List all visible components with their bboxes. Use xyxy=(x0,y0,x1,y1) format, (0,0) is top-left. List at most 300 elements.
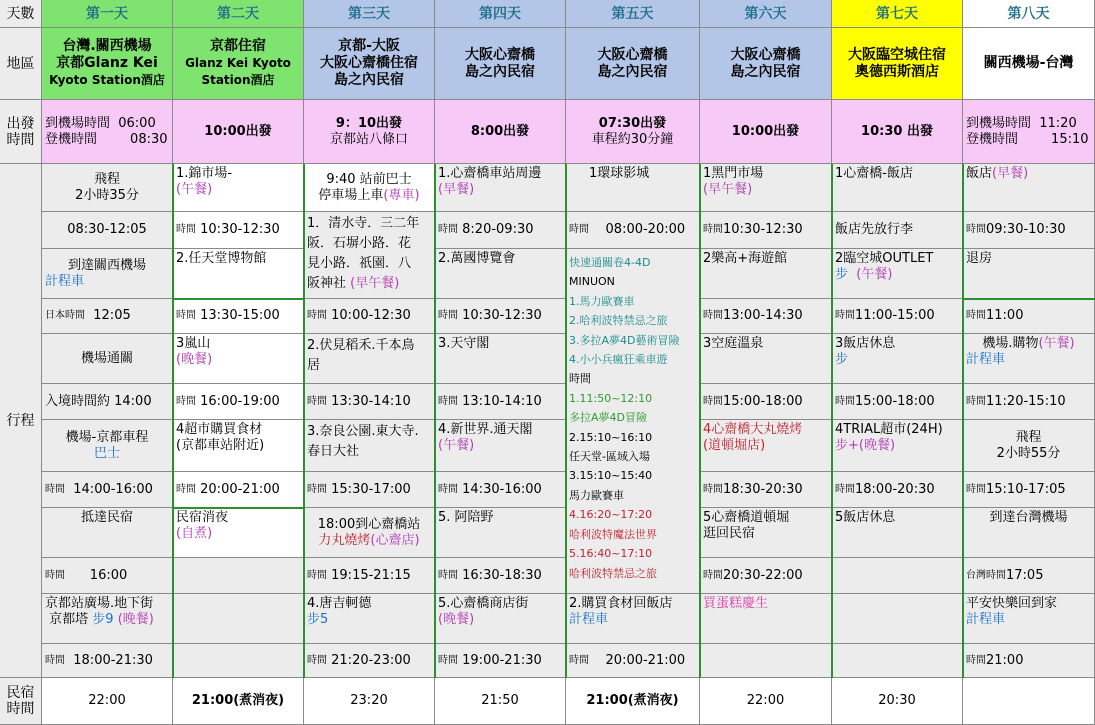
d7-outlet xyxy=(832,249,963,299)
d3-t4-label: 時間 xyxy=(307,569,327,581)
d1-japan-time xyxy=(42,299,173,334)
d8-taxi: 計程車 xyxy=(966,352,1006,367)
d4-abeno-time xyxy=(435,558,566,594)
d6-cake-text: 買蛋糕慶生 xyxy=(703,596,769,611)
d1-entry-time xyxy=(42,384,173,420)
d7-rest-time xyxy=(832,384,963,420)
departure-7-line-1: 10:30 出發 xyxy=(861,123,933,139)
d7-to-hotel xyxy=(832,164,963,212)
d2-empty-3 xyxy=(173,644,304,678)
d5-express-pass xyxy=(566,249,700,594)
d3-nara-line-2: 春日大社 xyxy=(307,444,360,459)
d2-arashiyama xyxy=(173,334,304,384)
d8-checkout xyxy=(963,249,1095,299)
d8-t5-value: 17:05 xyxy=(1006,567,1044,583)
d4-breakfast: (早餐) xyxy=(438,182,475,197)
location-3-line-1: 京都-大阪 xyxy=(338,38,400,54)
grid-line-h-1 xyxy=(173,298,304,300)
d2-empty-2 xyxy=(173,594,304,644)
d5-line-3: 1.馬力歐賽車 xyxy=(569,294,635,308)
d7-rest-text: 3飯店休息 xyxy=(835,336,896,351)
d4-shopping-street-time xyxy=(435,644,566,678)
d4-castle-text: 3.天守閣 xyxy=(438,336,490,351)
d2-empty-1 xyxy=(173,558,304,594)
d5-line-16: 5.16:40~17:10 xyxy=(569,547,653,561)
d3-kiyomizu-time xyxy=(304,299,435,334)
location-day-7 xyxy=(832,28,963,100)
d8-breakfast: (早餐) xyxy=(992,166,1029,181)
d5-line-4: 2.哈利波特禁忌之旅 xyxy=(569,314,668,328)
d4-t5-label: 時間 xyxy=(438,569,458,581)
departure-8-line-2: 登機時間 15:10 xyxy=(966,131,1089,147)
d5-line-8: 1.11:50~12:10 xyxy=(569,391,653,405)
d1-checkin-time xyxy=(42,558,173,594)
d8-t3-value: 11:20-15:10 xyxy=(986,393,1066,409)
d6-t2-value: 13:00-14:30 xyxy=(723,308,803,323)
d2-nintendo xyxy=(173,249,304,299)
d4-station xyxy=(435,164,566,212)
d7-luggage xyxy=(832,212,963,249)
label-area-text: 地區 xyxy=(6,55,35,72)
departure-day-3 xyxy=(304,100,435,164)
d7-t3-label: 時間 xyxy=(835,483,855,495)
d5-line-14: 4.16:20~17:20 xyxy=(569,508,653,522)
d6-daimaru-bbq xyxy=(700,420,832,472)
d8-airport-text: 機場.購物 xyxy=(982,336,1039,351)
d2-t2-label: 時間 xyxy=(176,310,196,321)
d7-trial-time xyxy=(832,472,963,508)
label-return xyxy=(0,678,42,725)
d8-flight-label: 飛程 xyxy=(1015,429,1042,445)
d2-supermarket-text: 4超市購買食材 xyxy=(176,422,263,437)
d2-t1-label: 時間 xyxy=(176,224,196,235)
d6-t4-value: 18:30-20:30 xyxy=(723,481,803,497)
d6-t4-label: 時間 xyxy=(703,483,723,495)
grid-line-v-2 xyxy=(303,164,305,678)
d7-t2-label: 時間 xyxy=(835,395,855,407)
d5-usj-time xyxy=(566,212,700,249)
d6-return-text: 22:00 xyxy=(746,693,785,708)
d6-t5-value: 20:30-22:00 xyxy=(723,567,803,583)
d6-dotonbori-branch: (道頓堀店) xyxy=(703,438,766,453)
d7-outlet-text: 2臨空城OUTLET xyxy=(835,251,934,266)
d2-arashiyama-text: 3嵐山 xyxy=(176,336,211,351)
day-header-6 xyxy=(700,0,832,28)
d6-kuromon xyxy=(700,164,832,212)
d1-return xyxy=(42,678,173,725)
d2-supermarket xyxy=(173,420,304,472)
d3-bus-stop: 停車場上車 xyxy=(318,187,384,203)
d5-line-13: 馬力歐賽車 xyxy=(569,488,624,502)
d4-t6-label: 時間 xyxy=(438,654,458,666)
d4-t4-label: 時間 xyxy=(438,483,458,495)
location-6-line-1: 大阪心齋橋 xyxy=(730,46,801,63)
label-itinerary-text: 行程 xyxy=(6,412,35,429)
location-4-line-2: 島之內民宿 xyxy=(465,63,535,80)
d8-checkout-text: 退房 xyxy=(966,251,993,266)
d7-trial xyxy=(832,420,963,472)
d1-checkin xyxy=(42,508,173,558)
d5-groceries xyxy=(566,594,700,644)
d1-bus-time xyxy=(42,472,173,508)
d3-t3-label: 時間 xyxy=(307,483,327,495)
label-days-text: 天數 xyxy=(6,5,35,22)
d4-t1-label: 時間 xyxy=(438,224,458,235)
d6-onsen-text: 3空庭溫泉 xyxy=(703,336,764,351)
location-5-line-1: 大阪心齋橋 xyxy=(597,46,668,63)
label-itinerary xyxy=(0,164,42,678)
d5-t1-value: 08:00-20:00 xyxy=(605,222,686,237)
d6-brunch: (早午餐) xyxy=(703,182,753,197)
d1-japan-time-label: 日本時間 xyxy=(45,310,85,321)
d1-checkin-time-label: 時間 xyxy=(45,569,65,581)
d7-luggage-text: 飯店先放行李 xyxy=(835,222,914,237)
d4-station-text: 1.心齋橋車站周邊 xyxy=(438,166,542,181)
d8-arrive-taiwan-text: 到達台灣機場 xyxy=(989,510,1068,525)
day-header-7 xyxy=(832,0,963,28)
d8-t1-value: 09:30-10:30 xyxy=(986,222,1066,237)
d4-t2-label: 時間 xyxy=(438,310,458,321)
d7-t1-value: 11:00-15:00 xyxy=(855,308,935,323)
d7-trial-text: 4TRIAL超市(24H) xyxy=(835,422,943,437)
d3-fushimi-line-1: 2.伏見稻禾.千本鳥 xyxy=(307,338,415,353)
d2-late-snack-text: 民宿消夜 xyxy=(176,510,229,525)
d6-lego-time xyxy=(700,299,832,334)
day-header-4 xyxy=(435,0,566,28)
d1-bus-time-label: 時間 xyxy=(45,483,65,495)
d1-walk: 步9 xyxy=(92,612,114,627)
d1-japan-time-value: 12:05 xyxy=(93,308,131,323)
departure-day-5 xyxy=(566,100,700,164)
d3-fushimi-time xyxy=(304,384,435,420)
d3-bbq-line xyxy=(318,533,419,549)
d3-t4-value: 19:15-21:15 xyxy=(331,567,411,583)
d5-line-1: 快速通關卷4-4D xyxy=(569,256,651,269)
d3-donki-text: 4.唐吉軻德 xyxy=(307,596,372,611)
d3-nara-line-1: 3.奈良公園.東大寺. xyxy=(307,424,419,439)
d2-t3-value: 16:00-19:00 xyxy=(200,393,280,409)
d3-fushimi-line-2: 居 xyxy=(307,358,321,373)
d3-t1-label: 時間 xyxy=(307,310,327,321)
d5-taxi: 計程車 xyxy=(569,612,609,627)
d7-outlet-line-2 xyxy=(835,267,959,283)
grid-line-v-4 xyxy=(565,164,567,678)
label-area xyxy=(0,28,42,100)
d4-t6-value: 19:00-21:30 xyxy=(462,652,542,668)
location-3-line-3: 島之內民宿 xyxy=(334,72,404,88)
d4-t3-value: 13:10-14:10 xyxy=(462,393,542,409)
d8-hotel-line xyxy=(966,166,1091,182)
d5-line-5: 3.多拉A夢4D藝術冒險 xyxy=(569,333,680,347)
d6-dotonbori-text: 5心齋橋道頓堀 xyxy=(703,510,790,525)
d8-t2-value: 11:00 xyxy=(986,308,1024,323)
d6-daimaru-bbq-text: 4心齋橋大丸燒烤 xyxy=(703,422,803,437)
grid-line-v-5 xyxy=(699,164,701,678)
d4-expo-time xyxy=(435,299,566,334)
location-day-3 xyxy=(304,28,435,100)
d1-bus-route: 機場-京都車程 xyxy=(65,429,149,445)
d2-t1-value: 10:30-12:30 xyxy=(200,222,280,237)
d2-self-cook: (自煮) xyxy=(176,526,213,541)
d1-flight-duration: 2小時35分 xyxy=(75,187,139,203)
d1-checkin-text: 抵達民宿 xyxy=(80,510,133,525)
day-header-5 xyxy=(566,0,700,28)
d7-return xyxy=(832,678,963,725)
d7-rest-2-text: 5飯店休息 xyxy=(835,510,896,525)
d3-t5-value: 21:20-23:00 xyxy=(331,652,411,668)
d4-t3-label: 時間 xyxy=(438,395,458,407)
grid-line-v-1 xyxy=(172,164,174,678)
d1-arrive-kix-text: 到達關西機場 xyxy=(67,257,146,273)
d3-t5-label: 時間 xyxy=(307,654,327,666)
grid-line-v-3 xyxy=(434,164,436,678)
d7-return-text: 20:30 xyxy=(878,693,916,708)
d2-nishiki-text: 1.錦市場- xyxy=(176,166,233,181)
d6-t5-label: 時間 xyxy=(703,569,723,581)
d4-shinsekai-time xyxy=(435,472,566,508)
d5-groceries-text: 2.購買食材回飯店 xyxy=(569,596,673,611)
d3-bus-charter: (專車) xyxy=(383,187,420,203)
departure-day-1 xyxy=(42,100,173,164)
d1-kyoto-station-text: 京都站廣場.地下街 xyxy=(45,596,154,611)
d4-abeno xyxy=(435,508,566,558)
d7-lunch: (午餐) xyxy=(856,267,893,282)
d6-onsen-time xyxy=(700,384,832,420)
d4-shopping-street xyxy=(435,594,566,644)
label-depart-text: 出發時間 xyxy=(6,115,35,148)
d1-evening-time-value: 18:00-21:30 xyxy=(73,652,153,668)
departure-5-line-2: 車程約30分鐘 xyxy=(591,131,674,147)
departure-8-line-1: 到機場時間 11:20 xyxy=(966,115,1077,131)
d5-line-9: 多拉A夢4D冒險 xyxy=(569,411,647,425)
d6-dotonbori xyxy=(700,508,832,558)
d1-return-text: 22:00 xyxy=(88,693,126,708)
d5-return xyxy=(566,678,700,725)
d5-line-15: 哈利波特魔法世界 xyxy=(569,527,657,541)
d3-shinsaibashi xyxy=(304,508,435,558)
d1-bus xyxy=(42,420,173,472)
d8-checkout-time xyxy=(963,299,1095,334)
d5-t1-label: 時間 xyxy=(569,224,589,235)
d2-t3-label: 時間 xyxy=(176,395,196,407)
d6-kuromon-time xyxy=(700,212,832,249)
d7-walk: 步 xyxy=(835,267,849,282)
d3-kiyomizu-line-1: 1．清水寺．三二年 xyxy=(307,216,420,231)
d2-nintendo-time xyxy=(173,299,304,334)
location-5-line-2: 島之內民宿 xyxy=(597,63,668,80)
d6-daimaru-time xyxy=(700,472,832,508)
departure-3-line-1: 9：10出發 xyxy=(335,115,403,131)
d4-shinsekai-text: 4.新世界.通天閣 xyxy=(438,422,533,437)
d4-t5-value: 16:30-18:30 xyxy=(462,567,542,583)
d2-nishiki xyxy=(173,164,304,212)
departure-day-4 xyxy=(435,100,566,164)
day-header-1-text: 第一天 xyxy=(86,5,128,22)
day-header-8 xyxy=(963,0,1095,28)
d6-t1-label: 時間 xyxy=(703,224,723,235)
d1-flight-time xyxy=(42,212,173,249)
d4-shopping-street-text: 5.心齋橋商店街 xyxy=(438,596,529,611)
departure-day-7 xyxy=(832,100,963,164)
departure-day-8 xyxy=(963,100,1095,164)
d1-customs xyxy=(42,334,173,384)
d7-empty-1 xyxy=(832,558,963,594)
d1-kyoto-tower-line xyxy=(45,612,169,628)
d3-bbq-branch: (心齋店) xyxy=(370,532,420,548)
d3-kiyomizu-line-3: 見小路．祇園．八 xyxy=(307,256,412,271)
d1-bus-time-value: 14:00-16:00 xyxy=(73,481,153,497)
d5-line-11: 任天堂-區域入場 xyxy=(569,450,650,464)
d5-line-10: 2.15:10~16:10 xyxy=(569,430,653,444)
d6-t3-value: 15:00-18:00 xyxy=(723,393,803,409)
location-8-line-1: 關西機場-台灣 xyxy=(983,55,1074,71)
d7-to-hotel-text: 1心齋橋-飯店 xyxy=(835,166,913,181)
d6-cake xyxy=(700,594,832,644)
label-days xyxy=(0,0,42,28)
d8-arrive-taiwan xyxy=(963,508,1095,558)
d1-evening-time-label: 時間 xyxy=(45,654,65,666)
d1-customs-text: 機場通關 xyxy=(80,350,133,366)
location-6-line-2: 島之內民宿 xyxy=(730,63,801,80)
d8-home xyxy=(963,594,1095,644)
d6-dotonbori-time xyxy=(700,558,832,594)
d6-empty xyxy=(700,644,832,678)
d7-rest-walk: 步 xyxy=(835,352,849,367)
location-1-line-3: Kyoto Station酒店 xyxy=(49,73,165,87)
d8-t5-label: 台灣時間 xyxy=(966,569,1006,581)
d5-line-7: 時間 xyxy=(569,372,591,386)
d3-nara-time xyxy=(304,472,435,508)
d4-expo-text: 2.萬國博覽會 xyxy=(438,251,516,266)
d4-lunch: (午餐) xyxy=(438,438,475,453)
d1-kyoto-station xyxy=(42,594,173,644)
d3-donki xyxy=(304,594,435,644)
d2-t4-label: 時間 xyxy=(176,483,196,495)
d8-t6-label: 時間 xyxy=(966,654,986,666)
d5-t2-value: 20:00-21:00 xyxy=(605,652,686,668)
location-7-line-1: 大阪臨空城住宿 xyxy=(848,46,946,63)
location-2-line-2: Glanz Kei Kyoto xyxy=(185,56,291,70)
d7-empty-2 xyxy=(832,594,963,644)
day-header-2 xyxy=(173,0,304,28)
d6-t3-label: 時間 xyxy=(703,395,723,407)
d3-bbq: 力丸燒烤 xyxy=(318,532,371,548)
d5-groceries-time xyxy=(566,644,700,678)
d2-arashiyama-time xyxy=(173,384,304,420)
day-header-5-text: 第五天 xyxy=(611,5,654,22)
d1-checkin-time-value: 16:00 xyxy=(89,567,128,583)
d6-lego xyxy=(700,249,832,299)
d8-lunch: (午餐) xyxy=(1038,336,1075,351)
d8-flight-duration: 2小時55分 xyxy=(996,445,1061,461)
d7-outlet-time xyxy=(832,299,963,334)
d7-t2-value: 15:00-18:00 xyxy=(855,393,935,409)
d3-walk: 步5 xyxy=(307,612,329,627)
day-header-3 xyxy=(304,0,435,28)
departure-3-line-2: 京都站八條口 xyxy=(329,131,408,147)
d8-airport-line xyxy=(966,336,1091,352)
d3-t2-value: 13:30-14:10 xyxy=(331,393,411,409)
d3-bus-text: 9:40 站前巴士 xyxy=(326,171,412,187)
d7-dinner: 步+(晚餐) xyxy=(835,438,896,453)
d2-dinner: (晚餐) xyxy=(176,352,213,367)
grid-line-h-3 xyxy=(963,298,1095,300)
d3-shinsaibashi-text: 18:00到心齋橋站 xyxy=(317,516,421,532)
d3-kiyomizu-line-4 xyxy=(307,274,431,294)
d3-kiyomizu-line-2: 阪．石塀小路．花 xyxy=(307,236,412,251)
label-depart xyxy=(0,100,42,164)
d5-t2-label: 時間 xyxy=(569,654,589,666)
day-header-6-text: 第六天 xyxy=(744,5,787,22)
d1-evening-time xyxy=(42,644,173,678)
d7-empty-3 xyxy=(832,644,963,678)
d8-airport-time xyxy=(963,384,1095,420)
d7-rest-2 xyxy=(832,508,963,558)
d8-home-taxi: 計程車 xyxy=(966,612,1006,627)
day-header-1 xyxy=(42,0,173,28)
day-header-2-text: 第二天 xyxy=(217,5,259,22)
d8-hotel-time xyxy=(963,212,1095,249)
location-day-1 xyxy=(42,28,173,100)
location-day-2 xyxy=(173,28,304,100)
d2-supermarket-note: (京都車站附近) xyxy=(176,438,265,453)
d1-flight-time-text: 08:30-12:05 xyxy=(67,222,147,237)
location-1-line-1: 台灣.關西機場 xyxy=(62,38,152,54)
d2-late-snack xyxy=(173,508,304,558)
location-3-line-2: 大阪心齋橋住宿 xyxy=(320,55,418,71)
d6-walk-back: 逛回民宿 xyxy=(703,526,756,541)
d8-t3-label: 時間 xyxy=(966,395,986,407)
d6-t2-label: 時間 xyxy=(703,310,723,321)
d6-lego-text: 2樂高+海遊館 xyxy=(703,251,788,266)
grid-line-h-2 xyxy=(173,507,304,509)
d3-return-text: 23:20 xyxy=(350,693,388,708)
location-1-line-2: 京都Glanz Kei xyxy=(56,55,158,71)
departure-1-line-1: 到機場時間 06:00 xyxy=(45,115,156,131)
d2-nintendo-text: 2.任天堂博物館 xyxy=(176,251,267,266)
departure-day-6 xyxy=(700,100,832,164)
grid-line-v-7 xyxy=(962,164,964,678)
day-header-7-text: 第七天 xyxy=(876,5,918,22)
d8-airport-shopping xyxy=(963,334,1095,384)
d8-return xyxy=(963,678,1095,725)
d5-usj xyxy=(566,164,700,212)
departure-2-line-1: 10:00出發 xyxy=(204,123,272,139)
d4-expo xyxy=(435,249,566,299)
d8-home-time xyxy=(963,644,1095,678)
location-7-line-2: 奧德西斯酒店 xyxy=(855,63,939,80)
location-day-5 xyxy=(566,28,700,100)
d1-kyoto-tower: 京都塔 xyxy=(49,612,89,627)
d8-t6-value: 21:00 xyxy=(986,652,1024,668)
d6-return xyxy=(700,678,832,725)
d1-flight xyxy=(42,164,173,212)
d6-t1-value: 10:30-12:30 xyxy=(723,222,803,237)
d7-t3-value: 18:00-20:30 xyxy=(855,481,935,497)
d2-t4-value: 20:00-21:00 xyxy=(200,481,280,497)
d3-bus-line-2 xyxy=(318,188,419,204)
d1-dinner: (晚餐) xyxy=(117,612,154,627)
d3-fushimi xyxy=(304,334,435,384)
d3-t1-value: 10:00-12:30 xyxy=(331,308,411,323)
d1-arrive-kix xyxy=(42,249,173,299)
d2-t2-value: 13:30-15:00 xyxy=(200,308,280,323)
d2-lunch: (午餐) xyxy=(176,182,213,197)
d5-usj-text: 1環球影城 xyxy=(589,166,650,181)
d5-line-2: MINUON xyxy=(569,275,615,289)
d3-t2-label: 時間 xyxy=(307,395,327,407)
d4-shinsekai xyxy=(435,420,566,472)
